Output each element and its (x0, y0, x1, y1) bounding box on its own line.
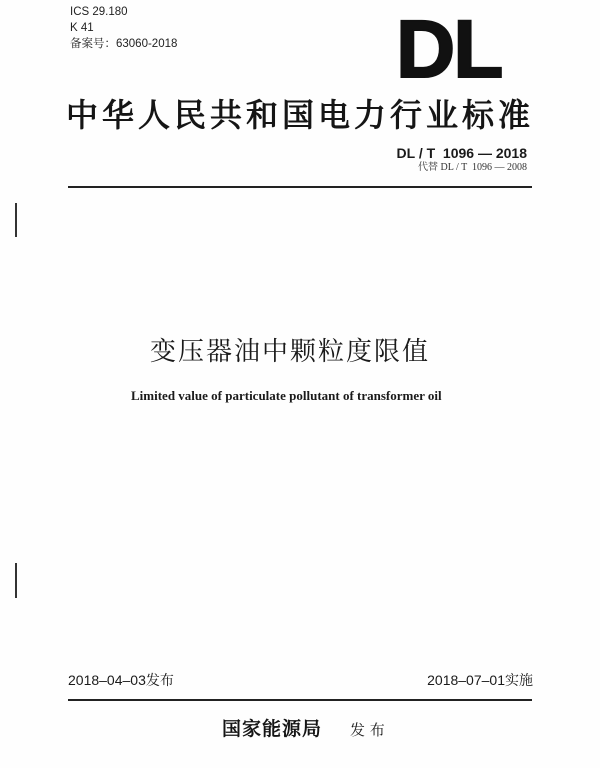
standard-type-heading: 中华人民共和国电力行业标准 (66, 96, 535, 134)
ics-code: ICS 29.180 (70, 6, 128, 18)
issue-date: 2018–04–03发布 (68, 672, 174, 688)
issue-label: 发 布 (350, 721, 385, 739)
filing-number: 备案号：63060-2018 (70, 38, 178, 50)
document-title-english: Limited value of particulate pollutant of transformer oil (131, 388, 442, 403)
replaced-standard-number: 代替 DL / T 1096 — 2008 (418, 162, 527, 173)
header-divider (68, 186, 532, 188)
standard-number: DL / T 1096 — 2018 (396, 145, 527, 161)
classification-code: K 41 (70, 22, 94, 34)
scan-binding-mark (15, 203, 17, 237)
issuing-authority: 国家能源局 (222, 718, 323, 740)
footer-divider (68, 699, 532, 701)
dl-logo: DL (396, 4, 502, 95)
document-title-chinese: 变压器油中颗粒度限值 (150, 337, 431, 367)
implementation-date: 2018–07–01实施 (427, 672, 533, 688)
scan-binding-mark (15, 563, 17, 598)
